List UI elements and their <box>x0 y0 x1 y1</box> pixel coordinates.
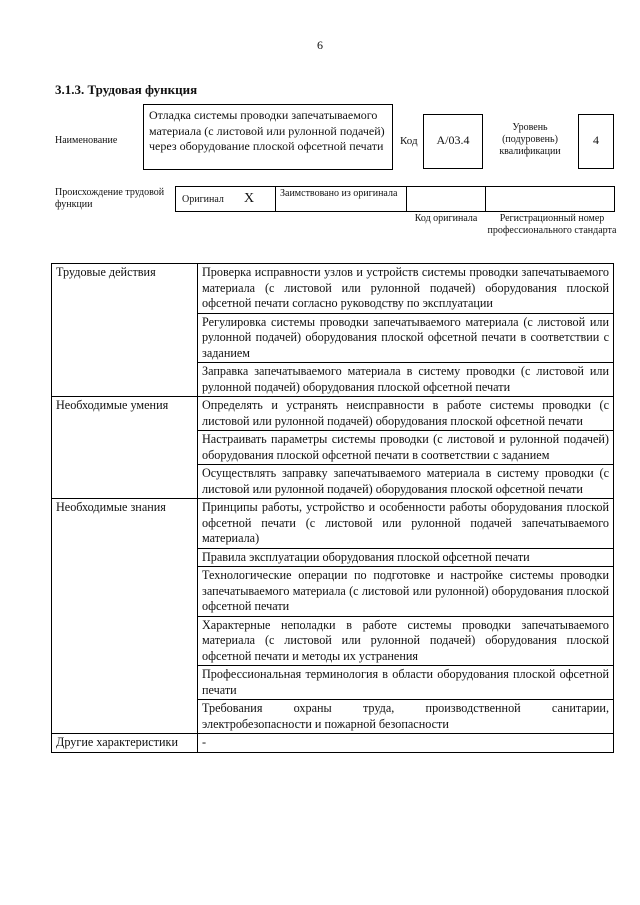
skill-item: Осуществлять заправку запечатываемого материала в систему проводки (с листовой или рулонной подачей) оборудования плоской офсетной печати <box>198 465 614 499</box>
labor-action-item: Проверка исправности узлов и устройств системы проводки запечатываемого материала (с листовой или рулонной подачей) оборудования плоской офсетной печати согласно руководству по эксплуатации <box>198 264 614 314</box>
knowledge-item: Технологические операции по подготовке и настройке системы проводки запечатываемого материала (с листовой или рулонной) оборудования плоской офсетной печати <box>198 567 614 617</box>
code-label: Код <box>400 135 418 147</box>
name-label: Наименование <box>55 135 118 146</box>
section-title: 3.1.3. Трудовая функция <box>55 82 198 97</box>
other-characteristics-value: - <box>198 734 614 753</box>
page-number: 6 <box>317 38 323 52</box>
labor-action-item: Регулировка системы проводки запечатываемого материала (с листовой или рулонной подачей) оборудования плоской офсетной печати в соответствии с заданием <box>198 313 614 363</box>
labor-actions-label: Трудовые действия <box>52 264 198 397</box>
labor-function-table <box>51 263 614 753</box>
level-value-box <box>578 114 614 169</box>
level-label: Уровень (подуровень) квалификации <box>499 122 561 157</box>
origin-divider-3 <box>485 187 486 211</box>
original-label: Оригинал <box>182 194 224 205</box>
knowledge-item: Принципы работы, устройство и особенности работы оборудования плоской офсетной печати (с листовой или рулонной подачей запечатываемого материала) <box>198 499 614 549</box>
code-value: A/03.4 <box>436 133 470 147</box>
code-value-box <box>423 114 483 169</box>
table-row <box>52 397 614 431</box>
skill-item: Настраивать параметры системы проводки (с листовой и рулонной подачей) оборудования плоской офсетной печати в соответствии с заданием <box>198 431 614 465</box>
table-row <box>52 264 614 314</box>
borrowed-label: Заимствовано из оригинала <box>280 188 398 199</box>
knowledge-item: Характерные неполадки в работе системы проводки запечатываемого материала (с листовой или рулонной подачей) оборудования плоской офсетной печати и методы их устранения <box>198 616 614 666</box>
name-value: Отладка системы проводки запечатываемого материала (с листовой или рулонной подачей) через оборудование плоской офсетной печати <box>149 108 385 153</box>
other-characteristics-label: Другие характеристики <box>52 734 198 753</box>
required-skills-label: Необходимые умения <box>52 397 198 499</box>
origin-divider-1 <box>275 187 276 211</box>
knowledge-item: Правила эксплуатации оборудования плоской офсетной печати <box>198 548 614 567</box>
name-value-box <box>143 104 393 170</box>
origin-label: Происхождение трудовой функции <box>55 187 165 210</box>
level-value: 4 <box>593 133 599 147</box>
labor-action-item: Заправка запечатываемого материала в систему проводки (с листовой или рулонной подачей) оборудования плоской офсетной печати <box>198 363 614 397</box>
origin-box <box>175 186 615 212</box>
original-mark: X <box>244 191 255 206</box>
skill-item: Определять и устранять неисправности в работе системы проводки (с листовой или рулонной подачей) оборудования плоской офсетной печати <box>198 397 614 431</box>
table-row <box>52 499 614 549</box>
knowledge-item: Профессиональная терминология в области оборудования плоской офсетной печати <box>198 666 614 700</box>
origin-divider-2 <box>406 187 407 211</box>
required-knowledge-label: Необходимые знания <box>52 499 198 734</box>
knowledge-item: Требования охраны труда, производственной санитарии, электробезопасности и пожарной безопасности <box>198 700 614 734</box>
code-original-label: Код оригинала <box>414 213 478 224</box>
reg-number-label: Регистрационный номер профессионального стандарта <box>487 213 617 236</box>
table-row <box>52 734 614 753</box>
